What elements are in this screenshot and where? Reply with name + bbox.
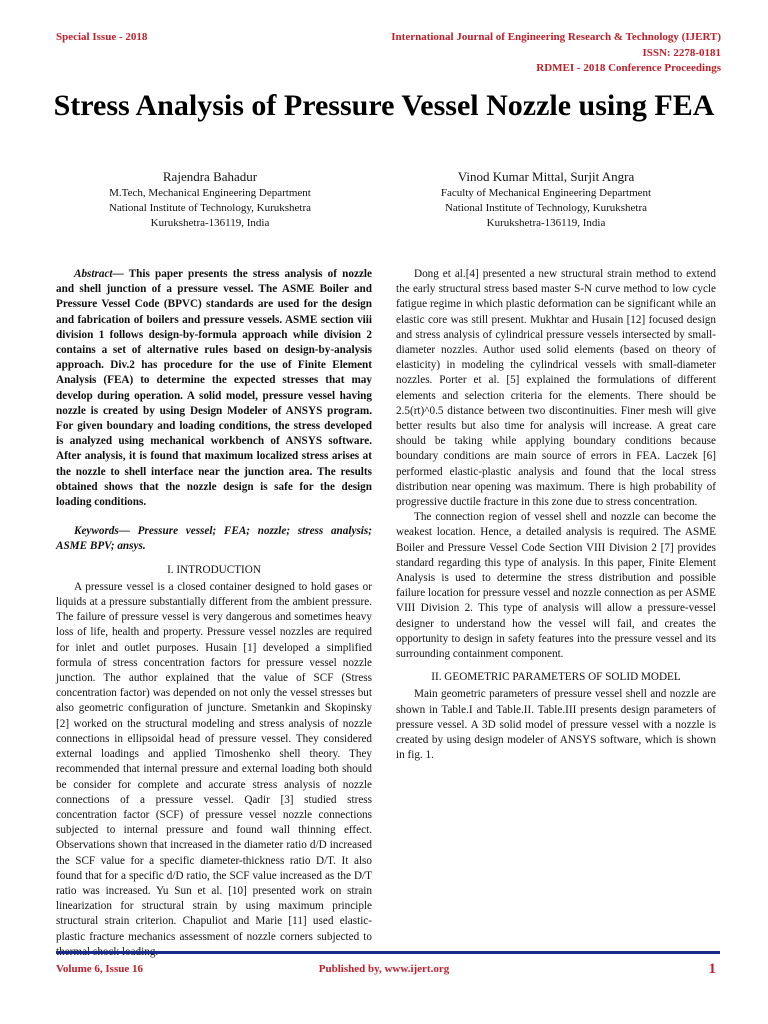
abstract — [56, 267, 372, 510]
author-affiliation-line: National Institute of Technology, Kurukshetra — [444, 202, 648, 214]
author-affiliation-line: Faculty of Mechanical Engineering Department — [440, 187, 652, 199]
author-affiliation-line: National Institute of Technology, Kurukshetra — [108, 202, 312, 214]
abstract-text: — This paper presents the stress analysis of nozzle and shell junction of a pressure vessel. The ASME Boiler and Pressure Vessel Code (BPVC) standards are used for the design and fabrication of boilers and pressure vessels. ASME section viii division 1 follows design-by-formula approach while division 2 contains a set of alternative rules based on design-by-analysis approach. Div.2 has procedure for the use of Finite Element Analysis (FEA) to determine the expected stresses that may develop during operation. A solid model, pressure vessel having nozzle is created by using Design Modeler of ANSYS program. For given boundary and loading conditions, the stress developed is analyzed using mechanical workbench of ANSYS software. After analysis, it is found that maximum localized stress arises at the nozzle to shell interface near the junction area. The results obtained shows that the nozzle design is safe for the design loading conditions. — [56, 268, 372, 509]
author-affiliation-line: Kurukshetra-136119, India — [150, 217, 270, 229]
keywords-lead: Keywords — [74, 525, 119, 538]
header-conference: RDMEI - 2018 Conference Proceedings — [536, 62, 721, 74]
header-issn: ISSN: 2278-0181 — [642, 47, 721, 59]
abstract-lead: Abstract — [74, 268, 113, 280]
author-name: Rajendra Bahadur — [162, 169, 258, 184]
intro-paragraph: A pressure vessel is a closed container designed to hold gases or liquids at a pressure substantially different from the ambient pressure. The failure of pressure vessel is very dangerous and sometimes heavy loss of life, health and property. Pressure vessel nozzles are required for inlet and outlet purposes. Husain [1] developed a simplified formula of stress concentration factors for pressure vessel nozzle junction. The author explained that the value of SCF (Stress concentration factor) was depended on not only the vessel stresses but also geometric configuration of juncture. Smetankin and Skopinsky [2] worked on the structural modeling and stress analysis of nozzle connections in ellipsoidal head of pressure vessel. They considered external loadings and applied Timoshenko shell theory. They recommended that internal pressure and external loading both should be consider for complete and accurate stress analysis of nozzle connections of a pressure vessel. Qadir [3] studied stress concentration factor (SCF) of pressure vessel nozzle connections subjected to internal pressure and found wall thinning effect. Observations shown that increased in the diameter ratio d/D increased the SCF value for a specific diameter-thickness ratio D/T. It also found that for a specific d/D ratio, the SCF value increased as the D/T ratio was increased. Yu Sun et al. [10] presented work on strain linearization for structural strain by using maximum principle structural strain criterion. Chapuliot and Marie [11] used elastic-plastic fracture mechanics assessment of nozzle corners subjected to — [56, 580, 372, 943]
paper-title: Stress Analysis of Pressure Vessel Nozzle using FEA — [53, 89, 715, 122]
keywords-text: — Pressure vessel; FEA; nozzle; stress analysis; ASME BPV; ansys. — [56, 525, 372, 553]
header-journal-name: International Journal of Engineering Research & Technology (IJERT) — [391, 31, 721, 43]
section-heading-geometric-parameters: II. GEOMETRIC PARAMETERS OF SOLID MODEL — [431, 671, 681, 684]
connection-region-paragraph: The connection region of vessel shell and nozzle can become the weakest location. Hence, a detailed analysis is required. The ASME Boiler and Pressure Vessel Code Section VIII Division 2 [7] provides standard regarding this type of analysis. In this paper, Finite Element Analysis is used to determine the stress distribution and possible failure location for pressure vessel and nozzle connection as per ASME VIII Division 2. This type of analysis will allow a pressure-vessel designer to understand how the vessel will fail, and creates the opportunity to design in safety features into the pressure vessel and its surrounding containment component. — [396, 511, 716, 661]
author-affiliation-line: M.Tech, Mechanical Engineering Department — [109, 187, 311, 199]
footer-rule — [56, 951, 720, 954]
keywords — [56, 524, 372, 554]
author-block-2 — [408, 168, 684, 231]
geometric-parameters-paragraph: Main geometric parameters of pressure vessel shell and nozzle are shown in Table.I and Table.II. Table.III presents design parameters of pressure vessel. A 3D solid model of pressure vessel with a nozzle is created by using design modeler of ANSYS software, which is shown in fig. 1. — [396, 688, 716, 762]
author-name: Vinod Kumar Mittal, Surjit Angra — [457, 169, 635, 184]
author-block-1 — [72, 168, 348, 231]
left-column — [56, 267, 372, 960]
section-heading-introduction: I. INTRODUCTION — [167, 563, 261, 576]
header-special-issue: Special Issue - 2018 — [56, 31, 148, 43]
page-number: 1 — [708, 961, 716, 977]
right-column — [396, 267, 716, 764]
footer-publisher: Published by, www.ijert.org — [318, 963, 450, 975]
author-affiliation-line: Kurukshetra-136119, India — [486, 217, 606, 229]
related-work-paragraph: Dong et al.[4] presented a new structural strain method to extend the early structural stress based master S-N curve method to low cycle fatigue regime in which plastic deformation can be significant while an elastic core was still present. Mukhtar and Husain [12] focused design and stress analysis of cylindrical pressure vessels intersected by small-diameter nozzles. Author used solid elements (based on theory of elasticity) in modeling the cylindrical vessels with small-diameter nozzles. Porter et al. [5] explained the formulations of different elements and selection criteria for the elements. There should be 2.5(rt)^0.5 distance between two discontinuities. Finer mesh will give better results but also time for analysis will increase. A great care should be taking while applying boundary conditions because boundary conditions are main source of errors in FEA. Laczek [6] performed elastic-plastic analysis and found that the local stress distribution near opening was maximum. There is high probability of progressive ductile fracture in this zone due to stress concentration. — [396, 268, 716, 509]
footer-volume-issue: Volume 6, Issue 16 — [56, 963, 143, 975]
